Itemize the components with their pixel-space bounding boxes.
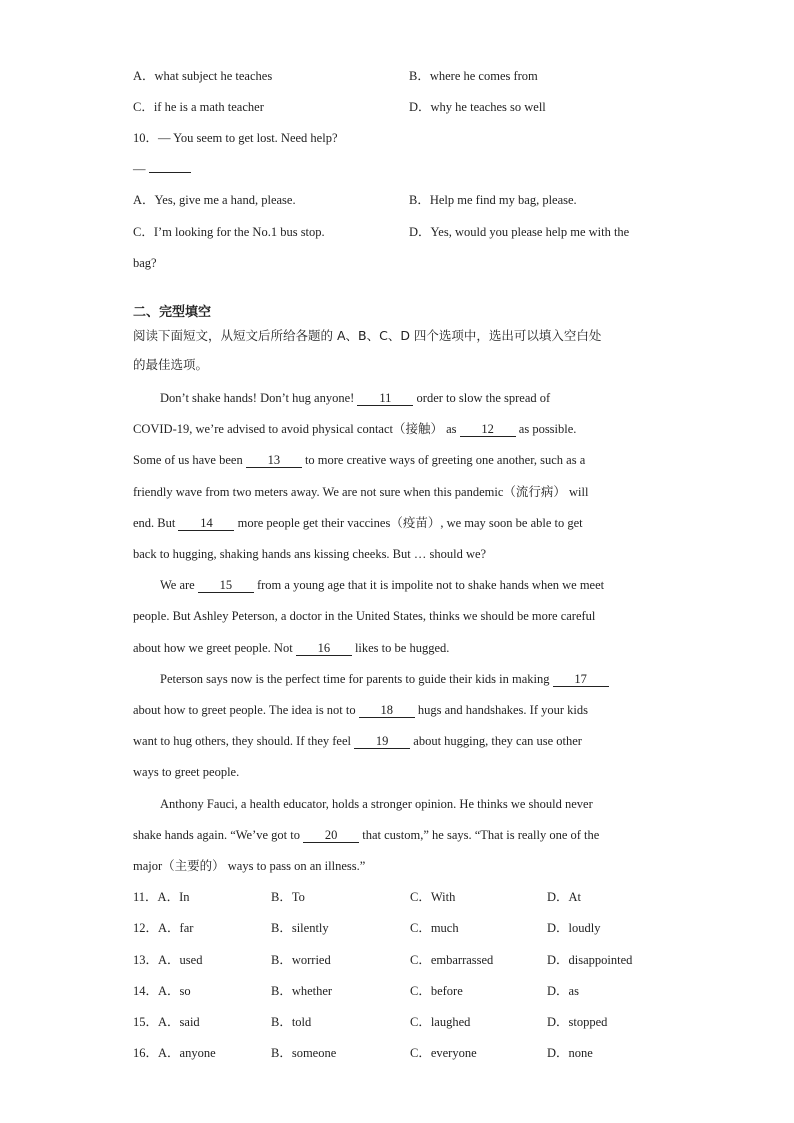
passage-text: We are bbox=[160, 578, 198, 592]
q12-option-a: 12．A．far bbox=[133, 921, 194, 935]
passage-text: Peterson says now is the perfect time for parents to guide their kids in making bbox=[160, 672, 553, 686]
passage-line bbox=[160, 671, 609, 687]
passage-text: about hugging, they can use other bbox=[410, 734, 582, 748]
q14-option-b: B．whether bbox=[271, 984, 333, 998]
section-title: 二、完型填空 bbox=[133, 305, 212, 320]
passage-text: that custom,” he says. “That is really one of the bbox=[359, 828, 600, 842]
blank-12: 12 bbox=[460, 422, 516, 437]
q10-reply-dash: — bbox=[133, 162, 146, 176]
q15-option-d: D．stopped bbox=[547, 1015, 608, 1029]
passage-line: people. But Ashley Peterson, a doctor in the United States, thinks we should be more careful bbox=[133, 609, 596, 623]
q13-option-a: 13．A．used bbox=[133, 953, 203, 967]
q12-option-b: B．silently bbox=[271, 921, 329, 935]
passage-text: Don’t shake hands! Don’t hug anyone! bbox=[160, 391, 358, 405]
passage-line bbox=[160, 390, 550, 406]
passage-line: back to hugging, shaking hands ans kissing cheeks. But … should we? bbox=[133, 547, 487, 561]
q10-option-d: D．Yes, would you please help me with the bbox=[409, 225, 630, 239]
passage-text: likes to be hugged. bbox=[351, 641, 450, 655]
blank-20: 20 bbox=[303, 828, 359, 843]
passage-line bbox=[133, 702, 588, 718]
q13-option-d: D．disappointed bbox=[547, 953, 633, 967]
blank-13: 13 bbox=[246, 453, 302, 468]
passage-text: Some of us have been bbox=[133, 453, 246, 467]
q13-option-c: C．embarrassed bbox=[410, 953, 494, 967]
passage-line bbox=[133, 515, 583, 531]
blank-17: 17 bbox=[553, 672, 609, 687]
passage-text: hugs and handshakes. If your kids bbox=[414, 703, 589, 717]
section-instructions-line2: 的最佳选项。 bbox=[133, 357, 209, 372]
q16-option-a: 16．A．anyone bbox=[133, 1046, 216, 1060]
q10-reply bbox=[133, 161, 191, 177]
passage-line: major（主要的） ways to pass on an illness.” bbox=[133, 859, 366, 873]
q13-option-b: B．worried bbox=[271, 953, 331, 967]
q10-option-a: A．Yes, give me a hand, please. bbox=[133, 193, 296, 207]
q10-stem: 10．— You seem to get lost. Need help? bbox=[133, 131, 338, 145]
q9-option-d: D．why he teaches so well bbox=[409, 100, 546, 114]
passage-line: Anthony Fauci, a health educator, holds a stronger opinion. He thinks we should never bbox=[160, 797, 593, 811]
q9-option-b: B．where he comes from bbox=[409, 69, 538, 83]
passage-text: shake hands again. “We’ve got to bbox=[133, 828, 304, 842]
passage-text: to more creative ways of greeting one another, such as a bbox=[301, 453, 586, 467]
q16-option-b: B．someone bbox=[271, 1046, 337, 1060]
q10-option-b: B．Help me find my bag, please. bbox=[409, 193, 577, 207]
passage-text: COVID-19, we’re advised to avoid physical contact（接触） as bbox=[133, 422, 460, 436]
q14-option-d: D．as bbox=[547, 984, 579, 998]
blank-18: 18 bbox=[359, 703, 415, 718]
passage-line bbox=[133, 640, 449, 656]
q11-option-d: D．At bbox=[547, 890, 582, 904]
q14-option-c: C．before bbox=[410, 984, 463, 998]
passage-text: about how we greet people. Not bbox=[133, 641, 296, 655]
q9-option-c: C．if he is a math teacher bbox=[133, 100, 264, 114]
q9-option-a: A．what subject he teaches bbox=[133, 69, 273, 83]
q16-option-d: D．none bbox=[547, 1046, 593, 1060]
passage-line: friendly wave from two meters away. We are not sure when this pandemic（流行病） will bbox=[133, 485, 589, 499]
blank-15: 15 bbox=[198, 578, 254, 593]
passage-line bbox=[133, 452, 585, 468]
q14-option-a: 14．A．so bbox=[133, 984, 191, 998]
q11-option-b: B．To bbox=[271, 890, 305, 904]
q10-option-c: C．I’m looking for the No.1 bus stop. bbox=[133, 225, 325, 239]
blank-16: 16 bbox=[296, 641, 352, 656]
q12-option-c: C．much bbox=[410, 921, 459, 935]
passage-text: want to hug others, they should. If they feel bbox=[133, 734, 355, 748]
q11-option-a: 11．A．In bbox=[133, 890, 190, 904]
passage-text: end. But bbox=[133, 516, 179, 530]
blank-19: 19 bbox=[354, 734, 410, 749]
passage-line bbox=[133, 733, 582, 749]
passage-line: ways to greet people. bbox=[133, 765, 240, 779]
passage-text: about how to greet people. The idea is not to bbox=[133, 703, 359, 717]
blank-11: 11 bbox=[357, 391, 413, 406]
passage-line bbox=[160, 577, 604, 593]
q16-option-c: C．everyone bbox=[410, 1046, 477, 1060]
passage-text: more people get their vaccines（疫苗）, we may soon be able to get bbox=[234, 516, 583, 530]
section-instructions-line1: 阅读下面短文，从短文后所给各题的 A、B、C、D 四个选项中，选出可以填入空白处 bbox=[133, 328, 602, 343]
q10-option-d-continued: bag? bbox=[133, 256, 157, 270]
q12-option-d: D．loudly bbox=[547, 921, 601, 935]
passage-text: from a young age that it is impolite not to shake hands when we meet bbox=[253, 578, 605, 592]
blank-14: 14 bbox=[178, 516, 234, 531]
q10-answer-blank bbox=[149, 162, 191, 173]
q15-option-c: C．laughed bbox=[410, 1015, 471, 1029]
q11-option-c: C．With bbox=[410, 890, 456, 904]
passage-text: as possible. bbox=[515, 422, 577, 436]
passage-line bbox=[133, 827, 599, 843]
q15-option-b: B．told bbox=[271, 1015, 312, 1029]
passage-text: order to slow the spread of bbox=[413, 391, 551, 405]
passage-line bbox=[133, 421, 576, 437]
q15-option-a: 15．A．said bbox=[133, 1015, 200, 1029]
